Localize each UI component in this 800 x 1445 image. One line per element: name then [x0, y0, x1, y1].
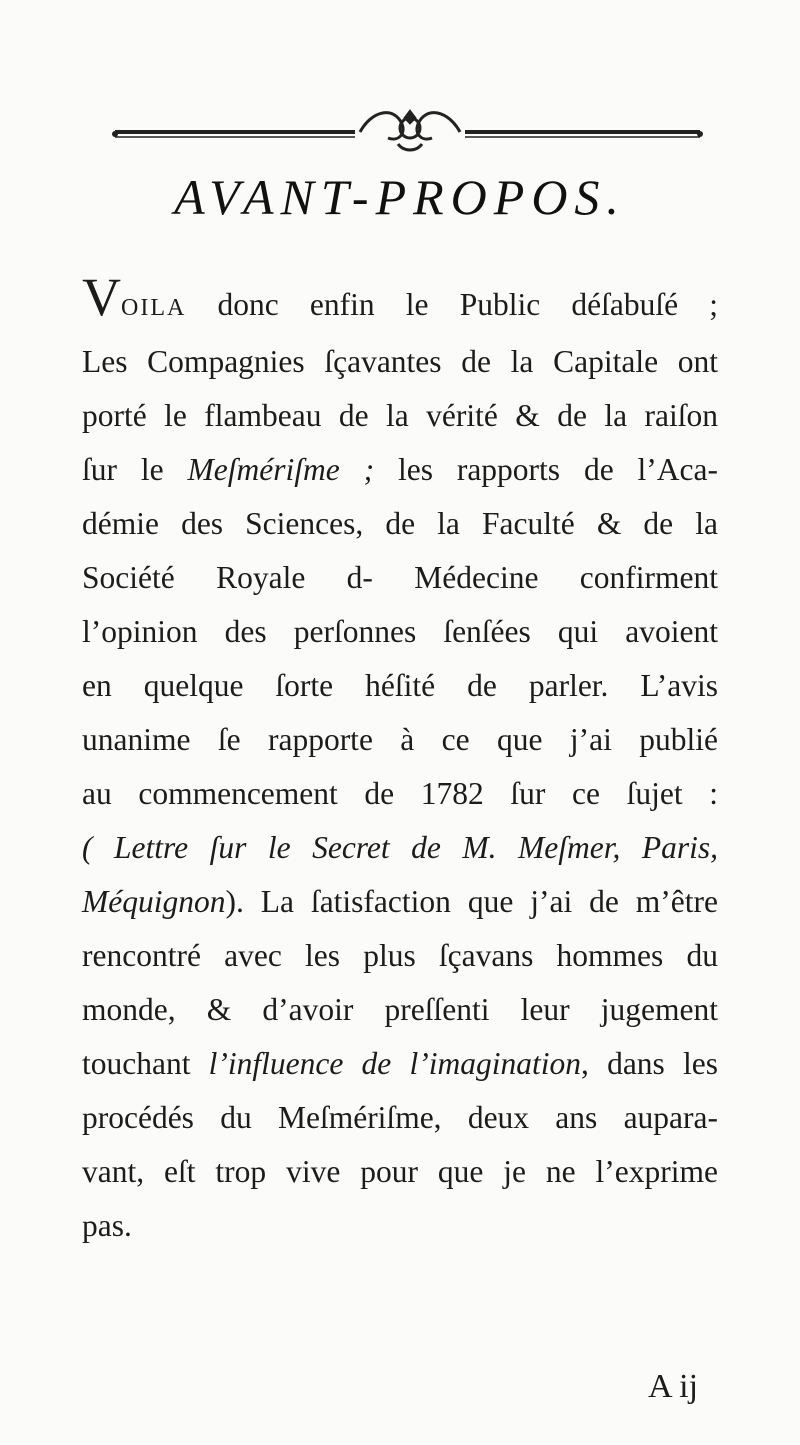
- body-text: [82, 267, 719, 1253]
- text-line: pas.: [82, 1208, 132, 1243]
- signature-mark: A ij: [648, 1368, 699, 1405]
- text-line: au commencement de 1782 ſur ce ſujet :: [82, 776, 718, 811]
- text-line: monde, & d’avoir preſſenti leur jugement: [82, 992, 718, 1027]
- text-line: Société Royale d- Médecine confirment: [82, 560, 718, 595]
- page-title: AVANT-PROPOS.: [174, 169, 626, 225]
- text-line: procédés du Meſmériſme, deux ans aupara-: [82, 1100, 718, 1135]
- text-line: VOILA donc enfin le Public déſabuſé ;: [82, 267, 718, 327]
- text-line: unanime ſe rapporte à ce que j’ai publié: [82, 722, 718, 757]
- text-line: ( Lettre ſur le Secret de M. Meſmer, Paris,: [82, 830, 718, 865]
- first-word: OILA: [121, 295, 187, 321]
- text-line: touchant l’influence de l’imagination, dans les: [82, 1046, 719, 1081]
- text-line: vant, eſt trop vive pour que je ne l’exprime: [82, 1154, 718, 1189]
- text-line: Les Compagnies ſçavantes de la Capitale ont: [82, 344, 718, 379]
- header-ornament: [110, 96, 710, 156]
- text-line: porté le flambeau de la vérité & de la raiſon: [82, 398, 718, 433]
- text-line: en quelque ſorte héſité de parler. L’avis: [82, 668, 718, 703]
- text-line: démie des Sciences, de la Faculté & de la: [82, 506, 718, 541]
- italic-term: Meſmériſme ;: [187, 452, 375, 487]
- text-line: ſur le Meſmériſme ; les rapports de l’Aca-: [82, 452, 718, 487]
- text-line: rencontré avec les plus ſçavans hommes du: [82, 938, 718, 973]
- text-line: Méquignon). La ſatisfaction que j’ai de m’être: [82, 884, 718, 919]
- italic-term: l’influence de l’imagination: [208, 1046, 581, 1081]
- text-line: l’opinion des perſonnes ſenſées qui avoient: [82, 614, 718, 649]
- drop-cap: V: [82, 267, 121, 327]
